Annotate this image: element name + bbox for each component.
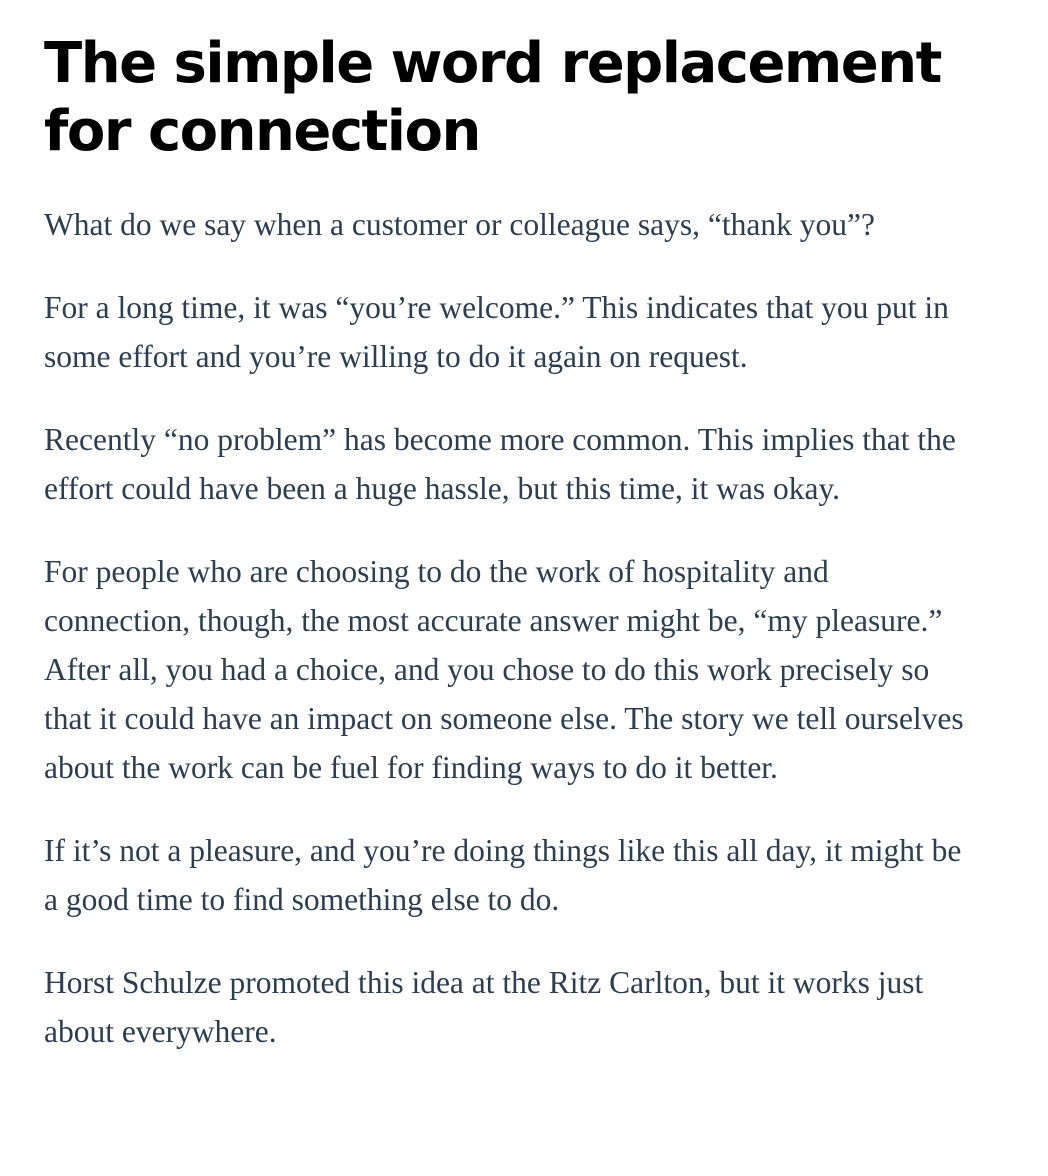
post-paragraph-6: Horst Schulze promoted this idea at the Ritz Carlton, but it works just about everywhere. [44,965,924,1049]
post-paragraph-5: If it’s not a pleasure, and you’re doing things like this all day, it might be a good time to find something else to do. [44,833,962,917]
blog-post [44,30,1004,1056]
post-title: The simple word replacement for connection [44,31,941,164]
post-paragraph-4: For people who are choosing to do the work of hospitality and connection, though, the most accurate answer might be, “my pleasure.” After all, you had a choice, and you chose to do this work precisely so that it could have an impact on someone else. The story we tell ourselves about the work can be fuel for finding ways to do it better. [44,554,964,785]
post-paragraph-2: For a long time, it was “you’re welcome.” This indicates that you put in some effort and you’re willing to do it again on request. [44,290,949,374]
post-paragraph-3: Recently “no problem” has become more common. This implies that the effort could have been a huge hassle, but this time, it was okay. [44,422,956,506]
post-paragraph-1: What do we say when a customer or colleague says, “thank you”? [44,207,875,242]
